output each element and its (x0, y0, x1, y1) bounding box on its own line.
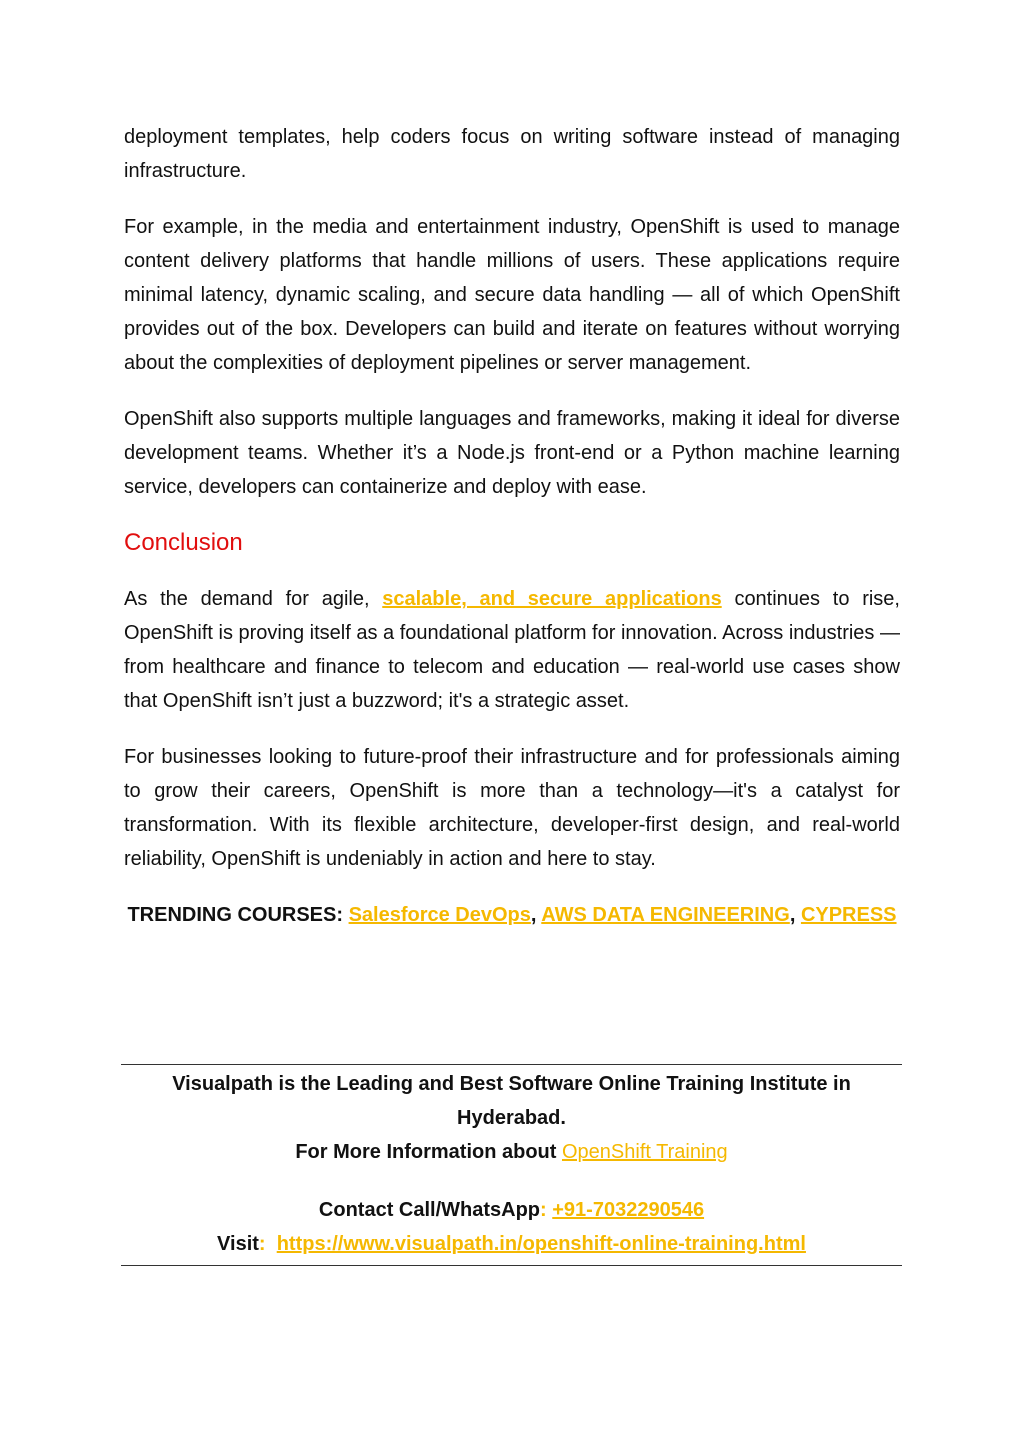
footer-info-label: For More Information about (295, 1141, 562, 1163)
contact-colon: : (540, 1199, 553, 1221)
openshift-training-link[interactable]: OpenShift Training (562, 1141, 728, 1163)
contact-label: Contact Call/WhatsApp (318, 1199, 541, 1221)
document-page (124, 120, 900, 932)
conclusion-text-before: As the demand for agile, (124, 588, 383, 610)
paragraph-media-example: For example, in the media and entertainment industry, OpenShift is used to manage content delivery platforms that handle millions of users. These applications require minimal latency, dynamic scaling, and secure data handling — all of which OpenShift provides out of the box. Developers can build and iterate on features without worrying about the complexities of deployment pipelines or server management. (124, 216, 900, 374)
contact-phone-link[interactable]: +91-7032290546 (552, 1199, 705, 1221)
course-separator: , (789, 904, 801, 926)
footer-contact-line (121, 1193, 902, 1227)
scalable-applications-link[interactable]: scalable, and secure applications (382, 588, 722, 610)
paragraph-conclusion-businesses: For businesses looking to future-proof their infrastructure and for professionals aiming to grow their careers, OpenShift is more than a technology—it's a catalyst for transformation. With its flexible architecture, developer-first design, and real-world reliability, OpenShift is undeniably in action and here to stay. (124, 746, 900, 870)
paragraph-languages: OpenShift also supports multiple languages and frameworks, making it ideal for diverse development teams. Whether it’s a Node.js front-end or a Python machine learning service, developers can containerize and deploy with ease. (124, 408, 900, 498)
footer-contact-box (121, 1064, 902, 1266)
course-link-aws-data-engineering[interactable]: AWS DATA ENGINEERING (541, 904, 790, 926)
trending-label: TRENDING COURSES: (127, 904, 349, 926)
course-separator: , (530, 904, 542, 926)
paragraph-conclusion-demand (124, 582, 900, 718)
footer-visit-line (121, 1227, 902, 1261)
visit-url-link[interactable]: https://www.visualpath.in/openshift-online-training.html (276, 1233, 806, 1255)
conclusion-text-after: continues to rise, OpenShift is proving itself as a foundational platform for innovation. Across industries — from healthcare and finance to telecom and education — real-world use cases show that OpenShift isn’t just a buzzword; it's a strategic asset. (124, 588, 900, 712)
visit-label: Visit (217, 1233, 259, 1255)
paragraph-deployment: deployment templates, help coders focus on writing software instead of managing infrastructure. (124, 126, 900, 182)
course-link-cypress[interactable]: CYPRESS (800, 904, 897, 926)
trending-courses (124, 898, 900, 932)
footer-institute-line: Visualpath is the Leading and Best Software Online Training Institute in Hyderabad. (172, 1073, 851, 1129)
course-link-salesforce-devops[interactable]: Salesforce DevOps (348, 904, 531, 926)
footer-info-line (121, 1135, 902, 1169)
footer-spacer (121, 1169, 902, 1193)
conclusion-heading: Conclusion (124, 529, 243, 556)
visit-colon: : (258, 1233, 277, 1255)
